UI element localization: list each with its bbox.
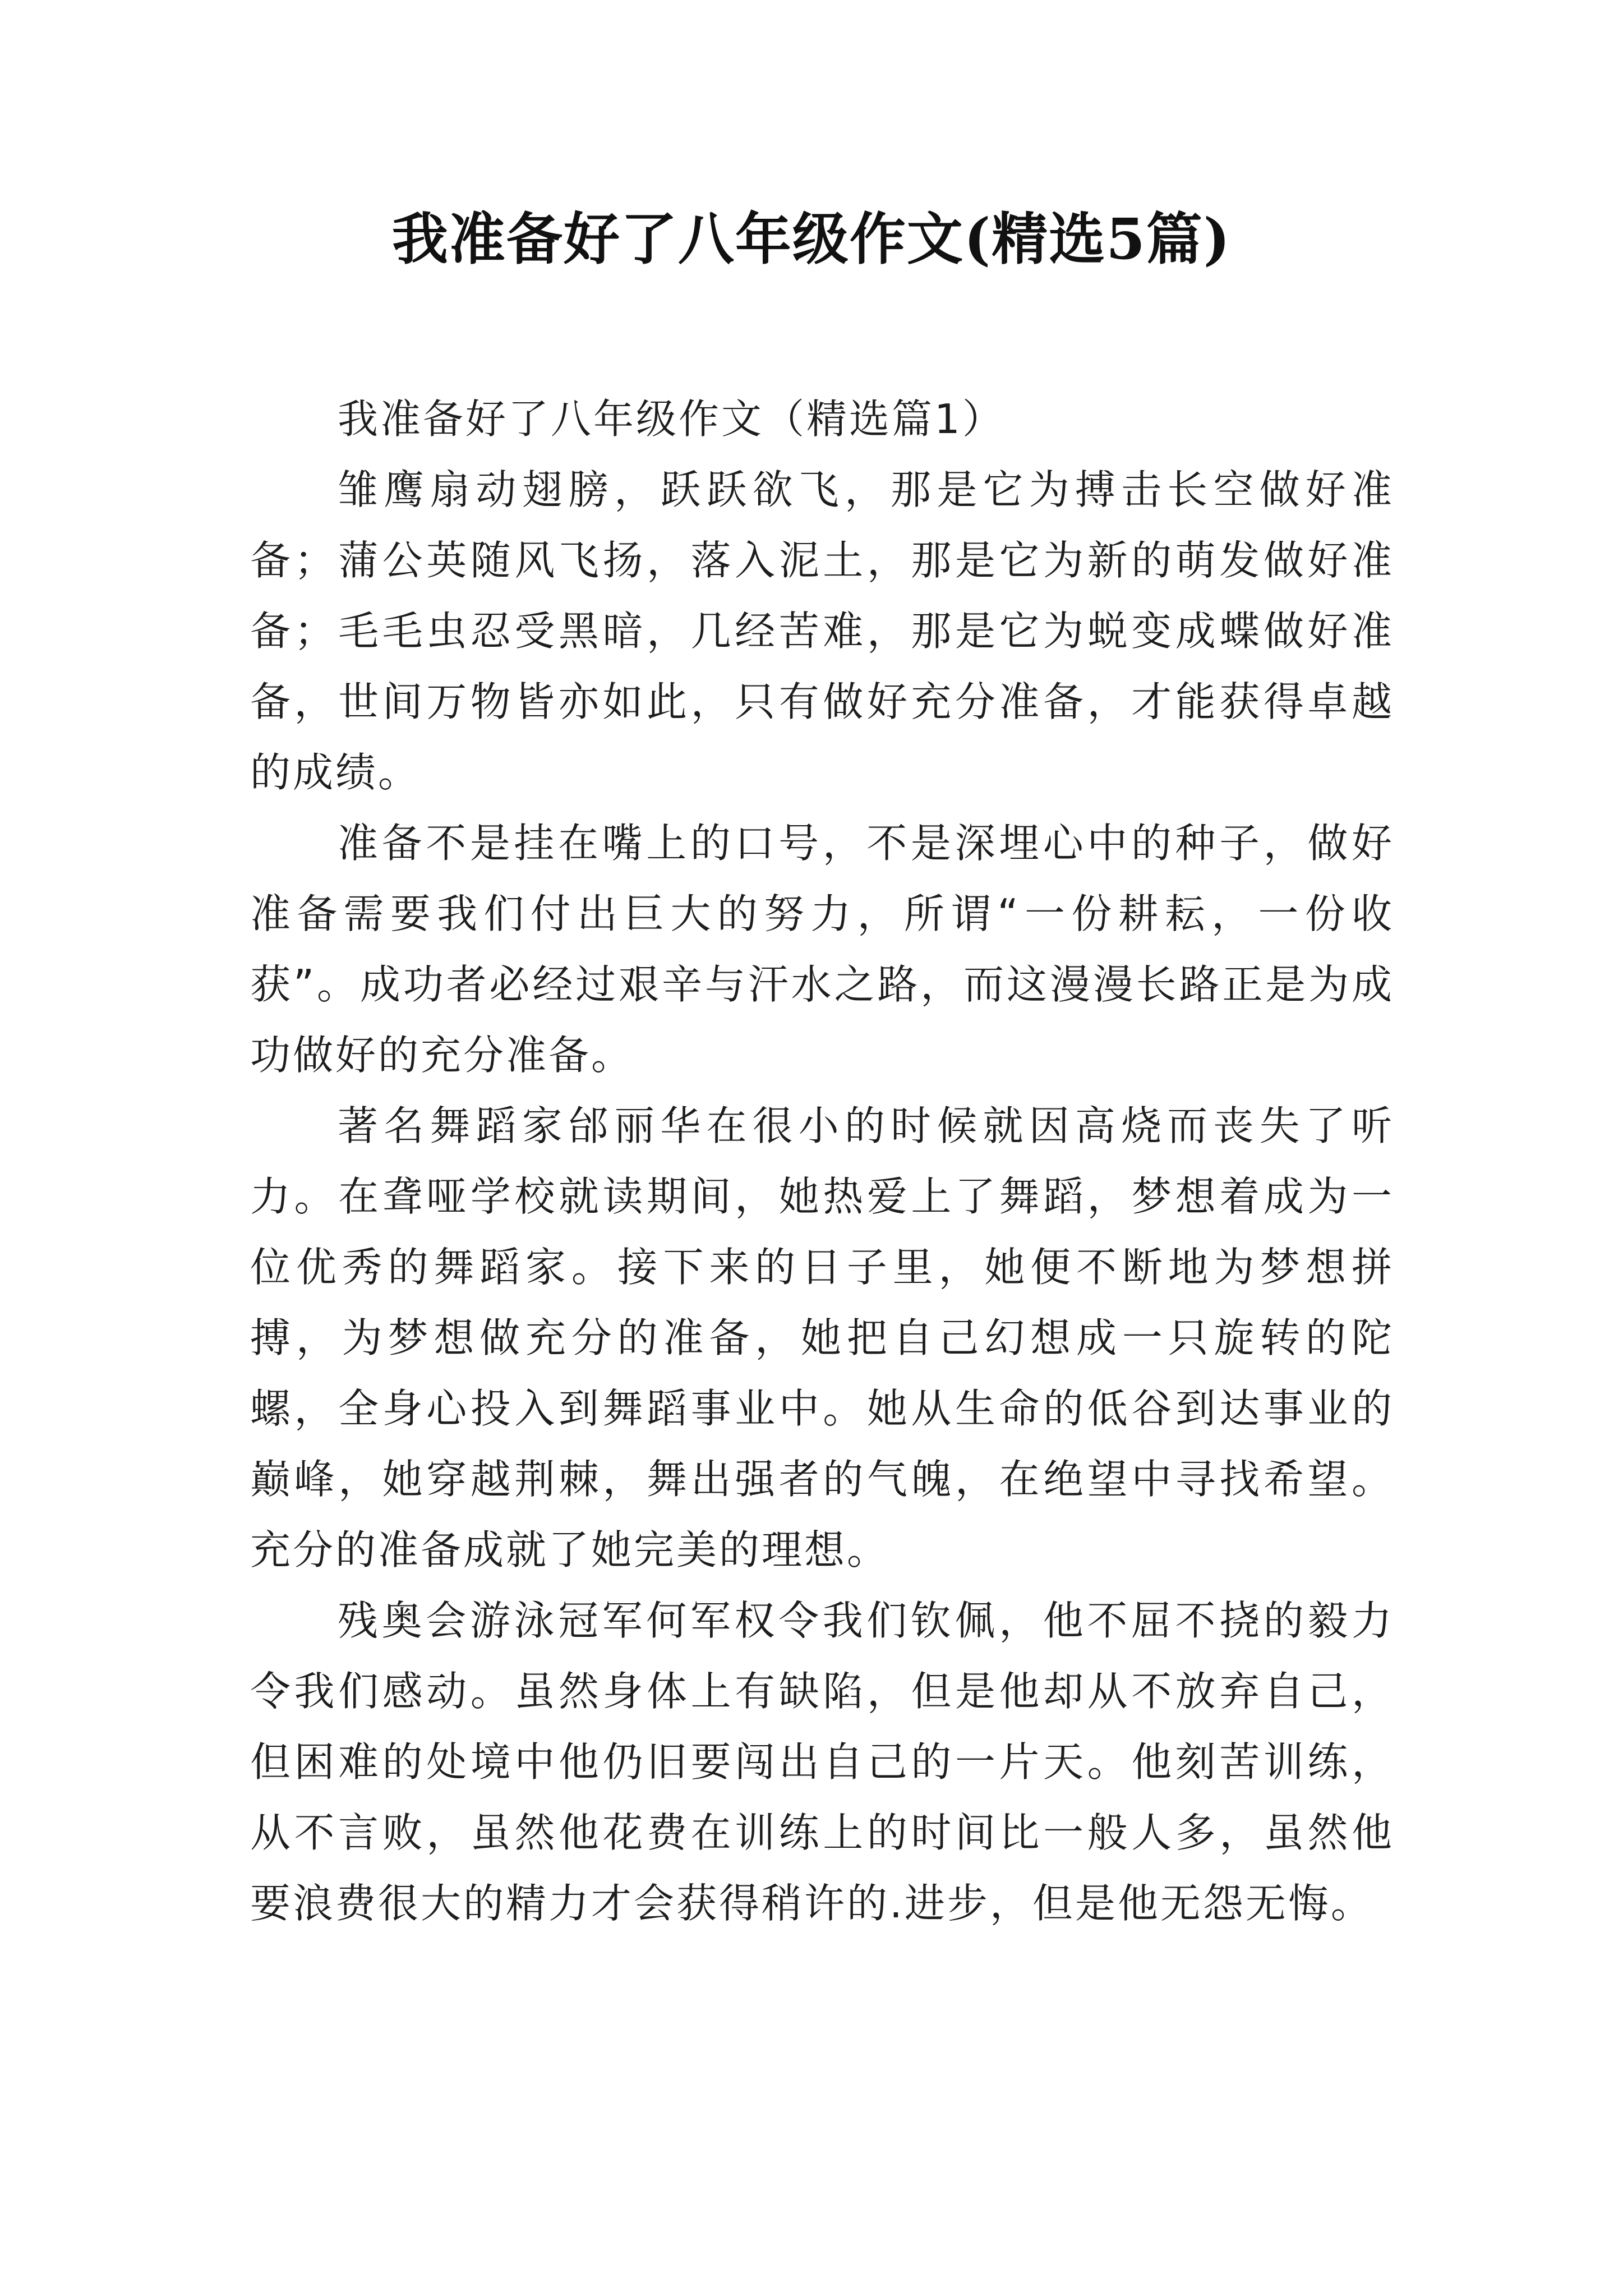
paragraph-4: 残奥会游泳冠军何军权令我们钦佩，他不屈不挠的毅力令我们感动。虽然身体上有缺陷，但是他却从不放弃自己，但困难的处境中他仍旧要闯出自己的一片天。他刻苦训练，从不言败，虽然他花费在训练上的时间比一般人多，虽然他要浪费很大的精力才会获得稍许的.进步，但是他无怨无悔。 xyxy=(250,1597,1394,1927)
document-body xyxy=(250,384,1394,1939)
paragraph-2: 准备不是挂在嘴上的口号，不是深埋心中的种子，做好准备需要我们付出巨大的努力，所谓“一份耕耘，一份收获”。成功者必经过艰辛与汗水之路，而这漫漫长路正是为成功做好的充分准备。 xyxy=(250,820,1394,1079)
paragraph-1: 雏鹰扇动翅膀，跃跃欲飞，那是它为搏击长空做好准备；蒲公英随风飞扬，落入泥土，那是它为新的萌发做好准备；毛毛虫忍受黑暗，几经苦难，那是它为蜕变成蝶做好准备，世间万物皆亦如此，只有做好充分准备，才能获得卓越的成绩。 xyxy=(250,466,1394,796)
paragraph-3: 著名舞蹈家邰丽华在很小的时候就因高烧而丧失了听力。在聋哑学校就读期间，她热爱上了舞蹈，梦想着成为一位优秀的舞蹈家。接下来的日子里，她便不断地为梦想拼搏，为梦想做充分的准备，她把自己幻想成一只旋转的陀螺，全身心投入到舞蹈事业中。她从生命的低谷到达事业的巅峰，她穿越荆棘，舞出强者的气魄，在绝望中寻找希望。充分的准备成就了她完美的理想。 xyxy=(250,1102,1394,1573)
section-heading: 我准备好了八年级作文（精选篇1） xyxy=(338,395,1005,443)
document-title: 我准备好了八年级作文(精选5篇) xyxy=(391,206,1232,272)
